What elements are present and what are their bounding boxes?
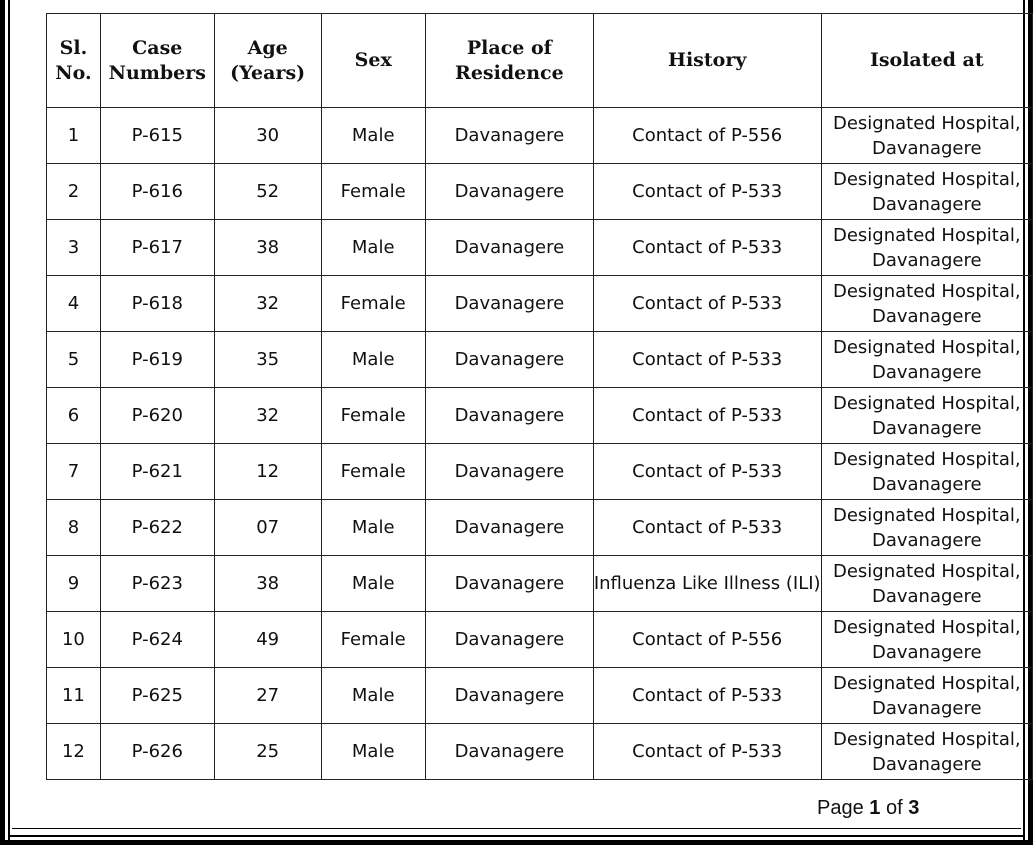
page-border-bottom-line xyxy=(12,828,1021,829)
cell-isolated-at xyxy=(821,724,1032,780)
cell-sl-no: 2 xyxy=(47,164,101,220)
cell-history: Contact of P-556 xyxy=(593,108,821,164)
header-history-label: History xyxy=(668,49,747,71)
cell-residence: Davanagere xyxy=(425,388,593,444)
cell-isolated-at xyxy=(821,444,1032,500)
cell-case-number: P-621 xyxy=(100,444,214,500)
cell-isolated-at xyxy=(821,108,1032,164)
cell-isolated-at xyxy=(821,332,1032,388)
cell-residence: Davanagere xyxy=(425,668,593,724)
cell-sex: Female xyxy=(321,444,425,500)
header-sex xyxy=(321,14,425,108)
current-page: 1 xyxy=(869,797,881,819)
header-case-numbers xyxy=(100,14,214,108)
table-body xyxy=(47,108,1033,780)
cell-case-number: P-624 xyxy=(100,612,214,668)
cell-case-number: P-626 xyxy=(100,724,214,780)
isolated-at-line: Designated Hospital, xyxy=(832,616,1021,638)
isolated-at-line: Davanagere xyxy=(871,361,982,383)
table-row xyxy=(47,108,1033,164)
cell-sl-no: 10 xyxy=(47,612,101,668)
cell-isolated-at xyxy=(821,612,1032,668)
cell-history: Influenza Like Illness (ILI) xyxy=(593,556,821,612)
table-row xyxy=(47,388,1033,444)
isolated-at-line: Designated Hospital, xyxy=(832,168,1021,190)
cell-history: Contact of P-556 xyxy=(593,612,821,668)
page-number xyxy=(817,797,919,820)
header-age xyxy=(214,14,321,108)
total-pages: 3 xyxy=(908,797,920,819)
cell-isolated-at xyxy=(821,668,1032,724)
isolated-at-line: Designated Hospital, xyxy=(832,112,1021,134)
cell-case-number: P-617 xyxy=(100,220,214,276)
isolated-at-line: Davanagere xyxy=(871,137,982,159)
cell-case-number: P-625 xyxy=(100,668,214,724)
cell-isolated-at xyxy=(821,500,1032,556)
header-sl-line1: Sl. xyxy=(59,36,88,59)
cell-sex: Male xyxy=(321,500,425,556)
isolated-at-line: Davanagere xyxy=(871,305,982,327)
isolated-at-line: Davanagere xyxy=(871,753,982,775)
header-isolated-at xyxy=(821,14,1032,108)
cell-residence: Davanagere xyxy=(425,612,593,668)
cell-case-number: P-620 xyxy=(100,388,214,444)
isolated-at-line: Davanagere xyxy=(871,641,982,663)
cell-isolated-at xyxy=(821,164,1032,220)
cell-history: Contact of P-533 xyxy=(593,220,821,276)
header-residence-line2: Residence xyxy=(455,61,564,84)
header-sex-label: Sex xyxy=(354,49,392,71)
cell-isolated-at xyxy=(821,220,1032,276)
header-residence-line1: Place of xyxy=(466,36,552,59)
page-word: Page xyxy=(817,797,864,819)
cell-sl-no: 11 xyxy=(47,668,101,724)
cell-age: 25 xyxy=(214,724,321,780)
cell-isolated-at xyxy=(821,388,1032,444)
page-border-bottom-outer xyxy=(0,840,1033,845)
isolated-at-line: Designated Hospital, xyxy=(832,448,1021,470)
table-row xyxy=(47,164,1033,220)
cell-sex: Male xyxy=(321,220,425,276)
cell-age: 12 xyxy=(214,444,321,500)
cell-history: Contact of P-533 xyxy=(593,668,821,724)
isolated-at-line: Designated Hospital, xyxy=(832,392,1021,414)
cell-sl-no: 4 xyxy=(47,276,101,332)
cell-sex: Female xyxy=(321,388,425,444)
isolated-at-line: Davanagere xyxy=(871,697,982,719)
cell-sl-no: 7 xyxy=(47,444,101,500)
cell-sex: Male xyxy=(321,108,425,164)
header-place-of-residence xyxy=(425,14,593,108)
of-word: of xyxy=(885,797,903,819)
isolated-at-line: Davanagere xyxy=(871,473,982,495)
isolated-at-line: Designated Hospital, xyxy=(832,280,1021,302)
isolated-at-line: Designated Hospital, xyxy=(832,224,1021,246)
cell-age: 07 xyxy=(214,500,321,556)
cell-case-number: P-615 xyxy=(100,108,214,164)
header-sl-line2: No. xyxy=(55,61,92,84)
isolated-at-line: Designated Hospital, xyxy=(832,728,1021,750)
cell-history: Contact of P-533 xyxy=(593,388,821,444)
cell-history: Contact of P-533 xyxy=(593,724,821,780)
header-age-line1: Age xyxy=(247,36,288,59)
cell-sl-no: 9 xyxy=(47,556,101,612)
table-row xyxy=(47,444,1033,500)
cell-case-number: P-619 xyxy=(100,332,214,388)
cell-residence: Davanagere xyxy=(425,724,593,780)
page-border-bottom-inner xyxy=(8,835,1025,837)
cell-sl-no: 3 xyxy=(47,220,101,276)
cell-age: 49 xyxy=(214,612,321,668)
cases-table xyxy=(46,13,1033,780)
isolated-at-line: Davanagere xyxy=(871,193,982,215)
cell-case-number: P-622 xyxy=(100,500,214,556)
isolated-at-line: Davanagere xyxy=(871,529,982,551)
isolated-at-line: Designated Hospital, xyxy=(832,560,1021,582)
table-row xyxy=(47,500,1033,556)
table-row xyxy=(47,556,1033,612)
cell-isolated-at xyxy=(821,556,1032,612)
header-isolated-label: Isolated at xyxy=(869,49,984,71)
cell-sex: Male xyxy=(321,332,425,388)
cell-age: 52 xyxy=(214,164,321,220)
cell-residence: Davanagere xyxy=(425,164,593,220)
cell-residence: Davanagere xyxy=(425,444,593,500)
header-history xyxy=(593,14,821,108)
cell-age: 32 xyxy=(214,276,321,332)
cell-history: Contact of P-533 xyxy=(593,164,821,220)
cell-age: 38 xyxy=(214,556,321,612)
table-row xyxy=(47,612,1033,668)
table-header xyxy=(47,14,1033,108)
cell-history: Contact of P-533 xyxy=(593,332,821,388)
cell-residence: Davanagere xyxy=(425,220,593,276)
table-row xyxy=(47,332,1033,388)
cell-age: 32 xyxy=(214,388,321,444)
cell-sex: Female xyxy=(321,612,425,668)
isolated-at-line: Designated Hospital, xyxy=(832,504,1021,526)
cell-case-number: P-623 xyxy=(100,556,214,612)
isolated-at-line: Designated Hospital, xyxy=(832,672,1021,694)
cell-sex: Male xyxy=(321,724,425,780)
isolated-at-line: Davanagere xyxy=(871,417,982,439)
cell-age: 38 xyxy=(214,220,321,276)
header-row xyxy=(47,14,1033,108)
cell-history: Contact of P-533 xyxy=(593,276,821,332)
cell-sl-no: 12 xyxy=(47,724,101,780)
cell-residence: Davanagere xyxy=(425,332,593,388)
cell-age: 30 xyxy=(214,108,321,164)
cell-case-number: P-616 xyxy=(100,164,214,220)
table-row xyxy=(47,276,1033,332)
cell-sl-no: 8 xyxy=(47,500,101,556)
isolated-at-line: Davanagere xyxy=(871,249,982,271)
cell-sl-no: 1 xyxy=(47,108,101,164)
cell-residence: Davanagere xyxy=(425,556,593,612)
cell-sex: Male xyxy=(321,556,425,612)
cell-residence: Davanagere xyxy=(425,276,593,332)
cell-history: Contact of P-533 xyxy=(593,500,821,556)
header-sl-no xyxy=(47,14,101,108)
table-row xyxy=(47,724,1033,780)
page-border-left-outer xyxy=(0,0,5,845)
cell-age: 27 xyxy=(214,668,321,724)
header-case-line2: Numbers xyxy=(108,61,206,84)
header-age-line2: (Years) xyxy=(230,61,306,84)
header-case-line1: Case xyxy=(132,36,183,59)
cell-isolated-at xyxy=(821,276,1032,332)
cell-sex: Female xyxy=(321,164,425,220)
cell-residence: Davanagere xyxy=(425,500,593,556)
cell-case-number: P-618 xyxy=(100,276,214,332)
cell-sl-no: 5 xyxy=(47,332,101,388)
table-row xyxy=(47,220,1033,276)
page-border-left-inner xyxy=(8,0,10,845)
cell-sex: Female xyxy=(321,276,425,332)
cell-sl-no: 6 xyxy=(47,388,101,444)
table-row xyxy=(47,668,1033,724)
isolated-at-line: Davanagere xyxy=(871,585,982,607)
cell-sex: Male xyxy=(321,668,425,724)
isolated-at-line: Designated Hospital, xyxy=(832,336,1021,358)
cell-history: Contact of P-533 xyxy=(593,444,821,500)
cell-age: 35 xyxy=(214,332,321,388)
cell-residence: Davanagere xyxy=(425,108,593,164)
